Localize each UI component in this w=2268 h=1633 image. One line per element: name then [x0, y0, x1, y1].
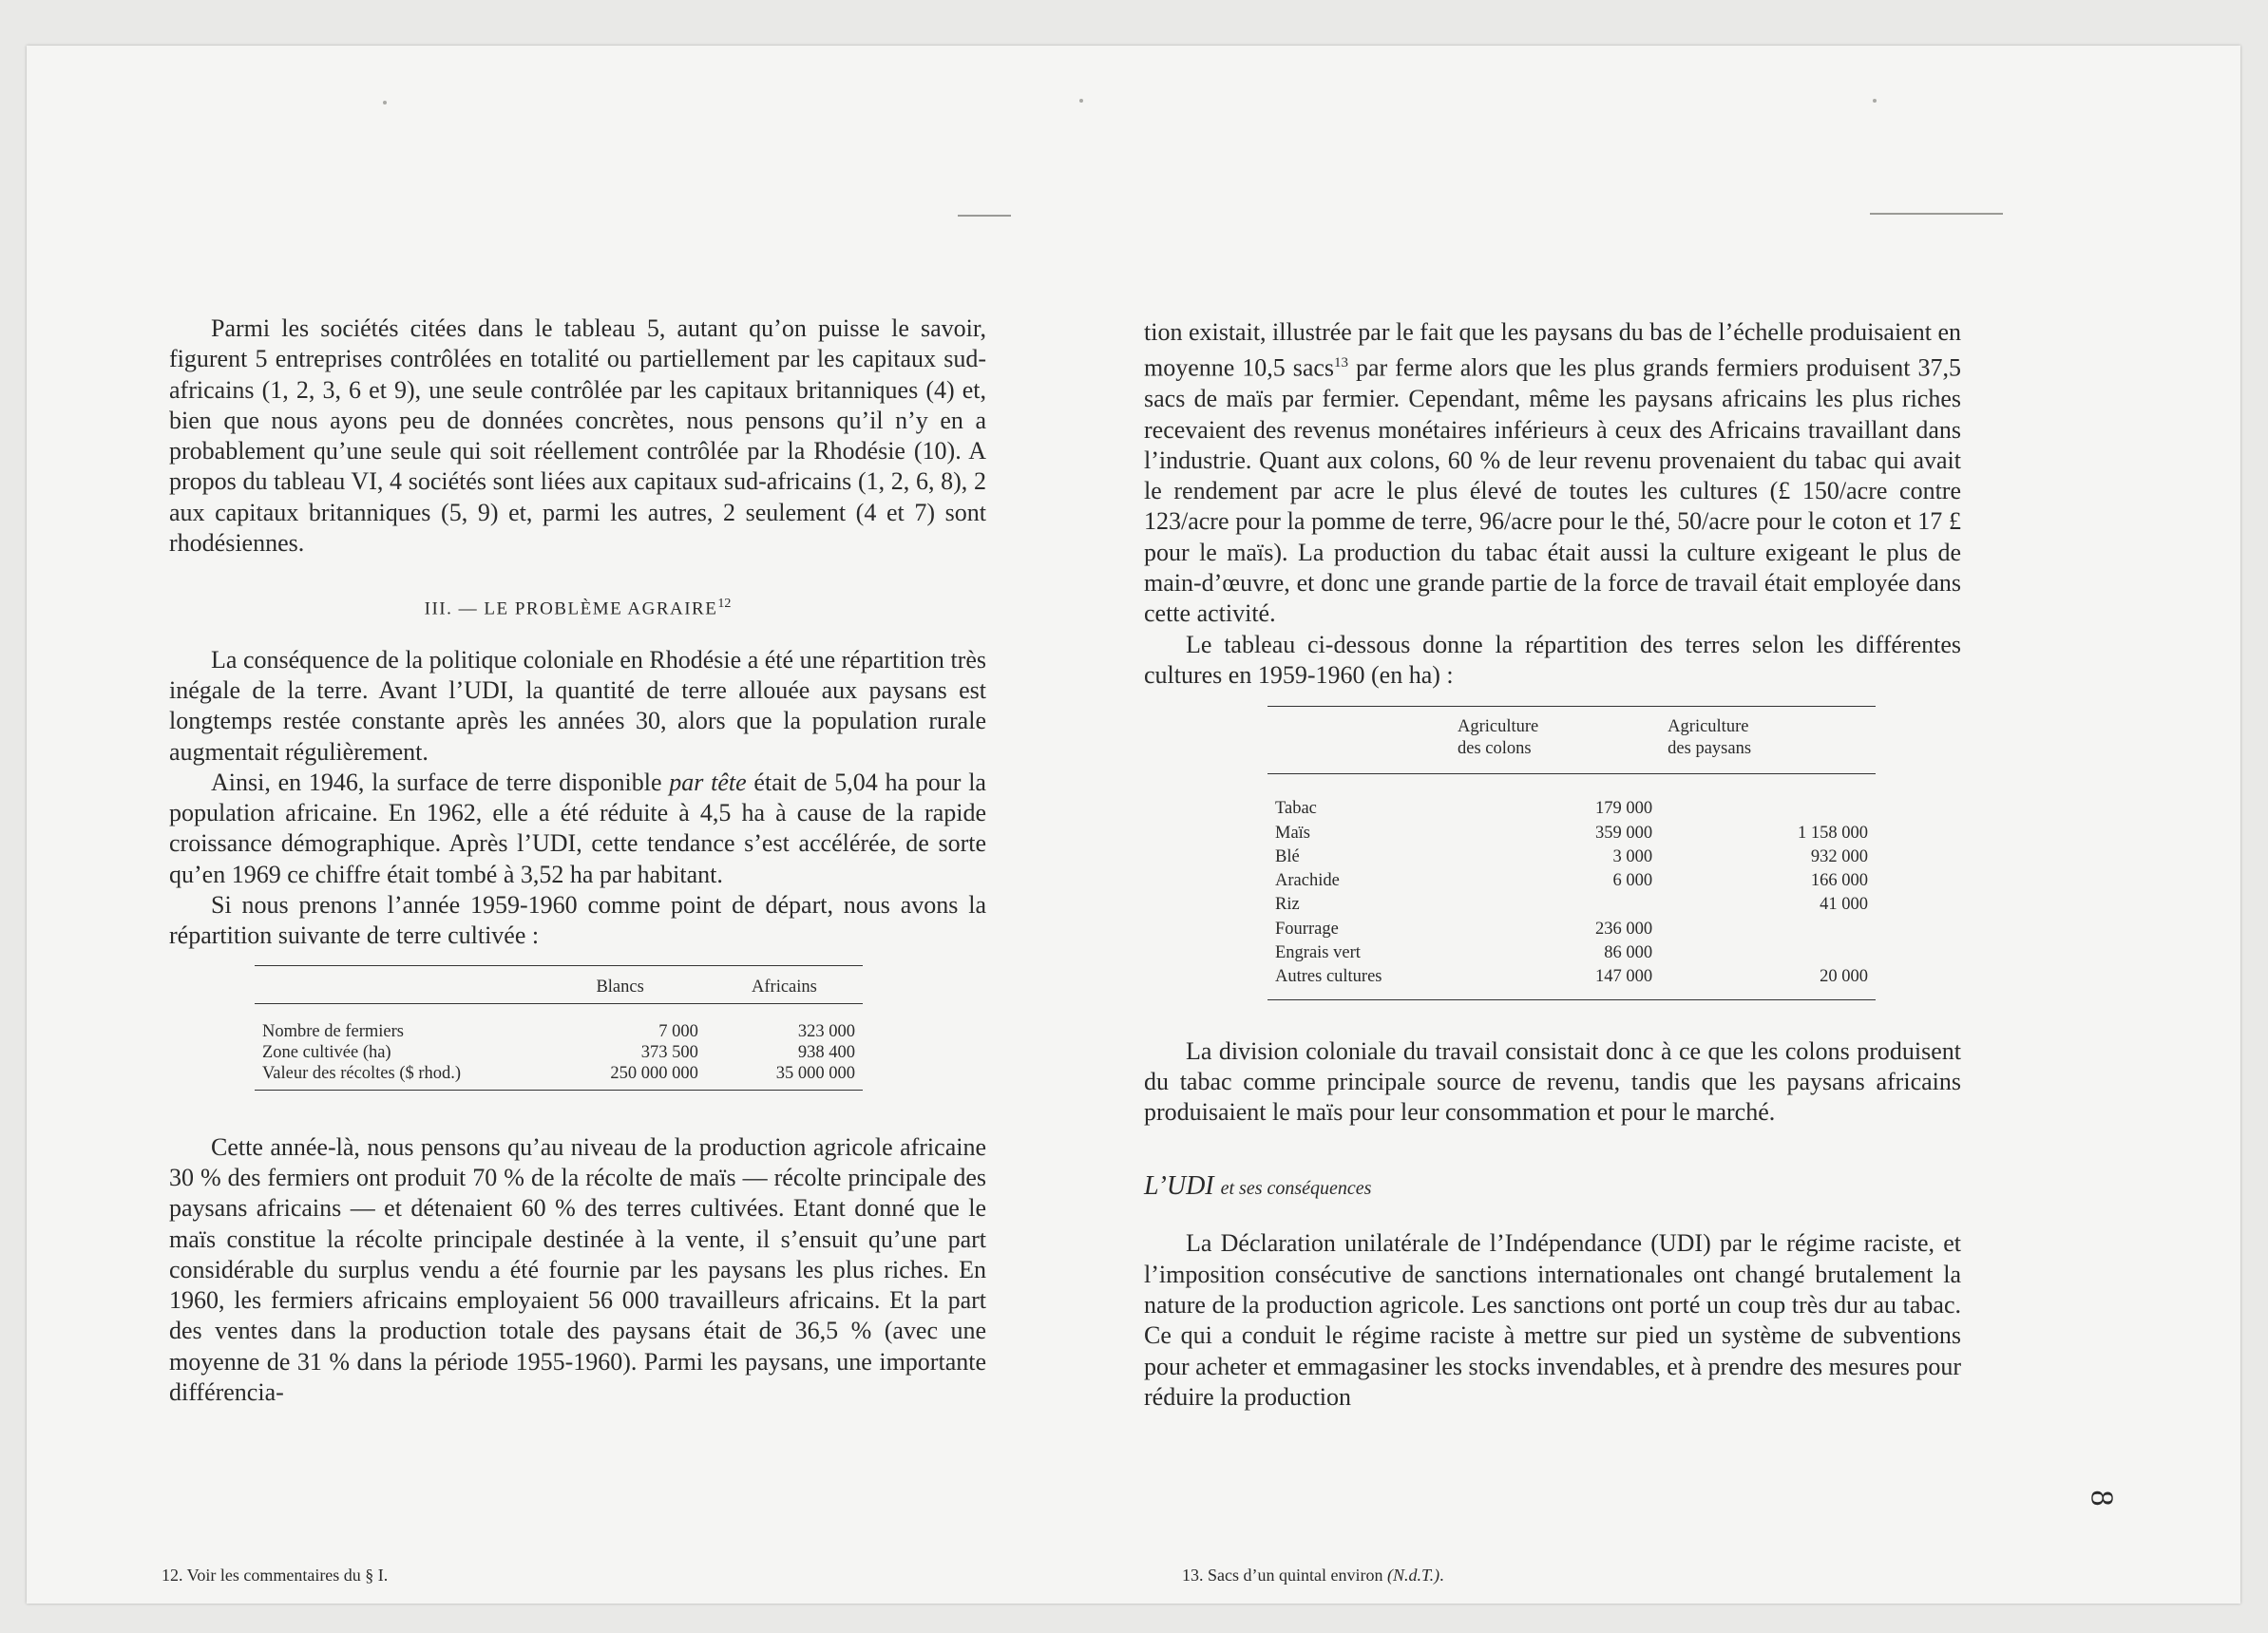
- farmland-table: [255, 965, 863, 1091]
- table-row: [255, 1021, 863, 1042]
- footnote: [1182, 1566, 1444, 1586]
- cell-blancs: 373 500: [640, 1042, 698, 1062]
- subheading: [1144, 1171, 1961, 1202]
- cell-paysans: 41 000: [1820, 895, 1868, 915]
- table-row: [1267, 918, 1876, 941]
- paper-mark: [958, 215, 1011, 217]
- footnote-italic: (N.d.T.): [1386, 1566, 1440, 1585]
- header-line: des paysans: [1668, 739, 1752, 759]
- italic-text: par tête: [669, 768, 747, 796]
- cell-colons: 6 000: [1612, 871, 1653, 891]
- paragraph: La conséquence de la politique coloniale en Rhodésie a été une répartition très inégale de la terre. Avant l’UDI, la quantité de terre allouée aux paysans est longtemps restée constante après les années 30, alors que la population rurale augmentait régulièrement.: [169, 645, 986, 766]
- paragraph-text: Ainsi, en 1946, la surface de terre disponible: [211, 768, 670, 796]
- row-label: Maïs: [1275, 823, 1310, 843]
- paragraph: Parmi les sociétés citées dans le tableau 5, autant qu’on puisse le savoir, figurent 5 entreprises contrôlées en totalité ou partiellement par les capitaux sud-africains (1, 2, 3, 6 et 9), une seule contrôlée par les capitaux britanniques (4) et, bien que nous ayons peu de données concrètes, nous pensons qu’il n’y en a probablement qu’une seule qui soit réellement contrôlée par la Rhodésie (10). A propos du tableau VI, 4 sociétés sont liées aux capitaux sud-africains (1, 2, 6, 8), 2 aux capitaux britanniques (5, 9) et, parmi les autres, 2 seulement (4 et 7) sont rhodésiennes.: [169, 314, 986, 558]
- paper-speck: [383, 101, 387, 104]
- paragraph: [169, 768, 986, 890]
- paragraph: La Déclaration unilatérale de l’Indépendance (UDI) par le régime raciste, et l’imposition consécutive de sanctions internationales ont changé brutalement la nature de la production agricole. Les sanctions ont porté un coup très dur au tabac. Ce qui a conduit le régime raciste à mettre sur pied un système de subventions pour acheter et emmagasiner les stocks invendables, et à prendre des mesures pour réduire la production: [1144, 1229, 1961, 1411]
- footnote-text: .: [1439, 1566, 1444, 1585]
- row-label: Fourrage: [1275, 919, 1339, 939]
- cell-colons: 86 000: [1604, 943, 1653, 962]
- table-row: [255, 1063, 863, 1091]
- header-line: des colons: [1458, 739, 1532, 759]
- row-label: Autres cultures: [1275, 967, 1382, 987]
- paragraph: Le tableau ci-dessous donne la répartition des terres selon les différentes cultures en 1959-1960 (en ha) :: [1144, 630, 1961, 689]
- cell-blancs: 7 000: [658, 1021, 698, 1041]
- row-label: Tabac: [1275, 799, 1317, 819]
- paper-speck: [1873, 99, 1877, 103]
- row-label: Riz: [1275, 895, 1300, 915]
- cell-paysans: 166 000: [1810, 871, 1868, 891]
- subheading-main: L’UDI: [1144, 1171, 1214, 1202]
- row-label: Nombre de fermiers: [262, 1021, 404, 1041]
- cell-paysans: [1660, 797, 1876, 821]
- footnote-ref: 13: [1334, 355, 1349, 371]
- paragraph-text: par ferme alors que les plus grands fermiers produisent 37,5 sacs de maïs par fermier. Cependant, même les paysans africains les plus riches recevaient des revenus monétaires inférieurs à ceux des Africains travaillant dans l’industrie. Quant aux colons, 60 % de leur revenu provenaient du tabac qui avait le rendement par acre le plus élevé de toutes les cultures (£ 150/acre contre 123/acre pour la pomme de terre, 96/acre pour le thé, 50/acre pour le coton et 17 £ pour le maïs). La production du tabac était aussi la culture exigeant le plus de main-d’œuvre, et donc une grande partie de la force de travail était employée dans cette activité.: [1144, 353, 1961, 628]
- cell-africains: 323 000: [797, 1021, 855, 1041]
- paragraph: [1144, 317, 1961, 630]
- cell-colons: 359 000: [1595, 823, 1653, 843]
- footnote: 12. Voir les commentaires du § I.: [162, 1566, 389, 1585]
- header-line: Agriculture: [1458, 717, 1539, 737]
- paper-speck: [1079, 99, 1083, 103]
- row-label: Arachide: [1275, 871, 1340, 891]
- paragraph-text: tion existait, illustrée par le fait que les paysans du bas de l’échelle produisaient en moyenne 10,5 sacs: [1144, 318, 1961, 382]
- paragraph: Si nous prenons l’année 1959-1960 comme point de départ, nous avons la répartition suivante de terre cultivée :: [169, 891, 986, 950]
- cell-paysans: 1 158 000: [1798, 823, 1868, 843]
- table-row: [255, 1042, 863, 1063]
- footnote-text: 13. Sacs d’un quintal environ: [1182, 1566, 1387, 1585]
- cell-colons: 147 000: [1595, 967, 1653, 987]
- table-header-paysans: [1660, 707, 1876, 774]
- row-label: Valeur des récoltes ($ rhod.): [262, 1063, 462, 1083]
- footnote-ref: 12: [717, 597, 732, 612]
- table-header-blank: [255, 965, 534, 1003]
- cell-colons: 236 000: [1595, 919, 1653, 939]
- document-page: [27, 46, 2240, 1604]
- table-row: [1267, 869, 1876, 893]
- table-header-africains: Africains: [706, 965, 863, 1003]
- cell-blancs: 250 000 000: [610, 1063, 698, 1083]
- table-row: [1267, 893, 1876, 917]
- paragraph: Cette année-là, nous pensons qu’au niveau de la production agricole africaine 30 % des fermiers ont produit 70 % de la récolte de maïs — récolte principale des paysans africains — et détenaient 60 % des terres cultivées. Etant donné que le maïs constitue la récolte principale destinée à la vente, il s’ensuit qu’une part considérable du surplus vendu a été fournie par les paysans les plus riches. En 1960, les fermiers africains employaient 56 000 travailleurs africains. Et la part des ventes dans la production totale des paysans était de 36,5 % (avec une moyenne de 31 % dans la période 1955-1960). Parmi les paysans, une importante différencia-: [169, 1132, 986, 1407]
- table-row: [1267, 965, 1876, 999]
- cell-colons: 3 000: [1612, 846, 1653, 866]
- cell-paysans: 20 000: [1820, 967, 1868, 987]
- table-row: [1267, 941, 1876, 965]
- crops-table: [1267, 706, 1876, 999]
- left-column: [169, 313, 986, 1408]
- table-row: [1267, 845, 1876, 869]
- row-label: Engrais vert: [1275, 943, 1361, 962]
- header-line: Agriculture: [1668, 717, 1749, 737]
- right-column: [1144, 317, 1961, 1413]
- cell-colons: [1450, 893, 1660, 917]
- row-label: Zone cultivée (ha): [262, 1042, 391, 1062]
- page-number: 8: [2084, 1490, 2120, 1507]
- table-header-colons: [1450, 707, 1660, 774]
- section-heading: [169, 597, 986, 619]
- table-header-blank: [1267, 707, 1450, 774]
- paragraph-text: était de 5,04 ha pour la population africaine. En 1962, elle a été réduite à 4,5 ha à cause de la rapide croissance démographique. Après l’UDI, cette tendance s’est accélérée, de sorte qu’en 1969 ce chiffre était tombé à 3,52 ha par habitant.: [169, 768, 986, 888]
- section-heading-text: III. — LE PROBLÈME AGRAIRE: [424, 598, 718, 619]
- cell-africains: 35 000 000: [775, 1063, 855, 1083]
- table-row: [1267, 797, 1876, 821]
- paragraph: La division coloniale du travail consistait donc à ce que les colons produisent du tabac comme principale source de revenu, tandis que les paysans africains produisaient le maïs pour leur consommation et pour le marché.: [1144, 1036, 1961, 1127]
- cell-paysans: [1660, 941, 1876, 965]
- cell-colons: 179 000: [1595, 799, 1653, 819]
- row-label: Blé: [1275, 846, 1300, 866]
- cell-paysans: 932 000: [1810, 846, 1868, 866]
- paper-mark: [1870, 213, 2003, 215]
- table-row: [1267, 822, 1876, 845]
- subheading-small: et ses conséquences: [1220, 1178, 1372, 1200]
- cell-paysans: [1660, 918, 1876, 941]
- table-header-blancs: Blancs: [534, 965, 705, 1003]
- cell-africains: 938 400: [797, 1042, 855, 1062]
